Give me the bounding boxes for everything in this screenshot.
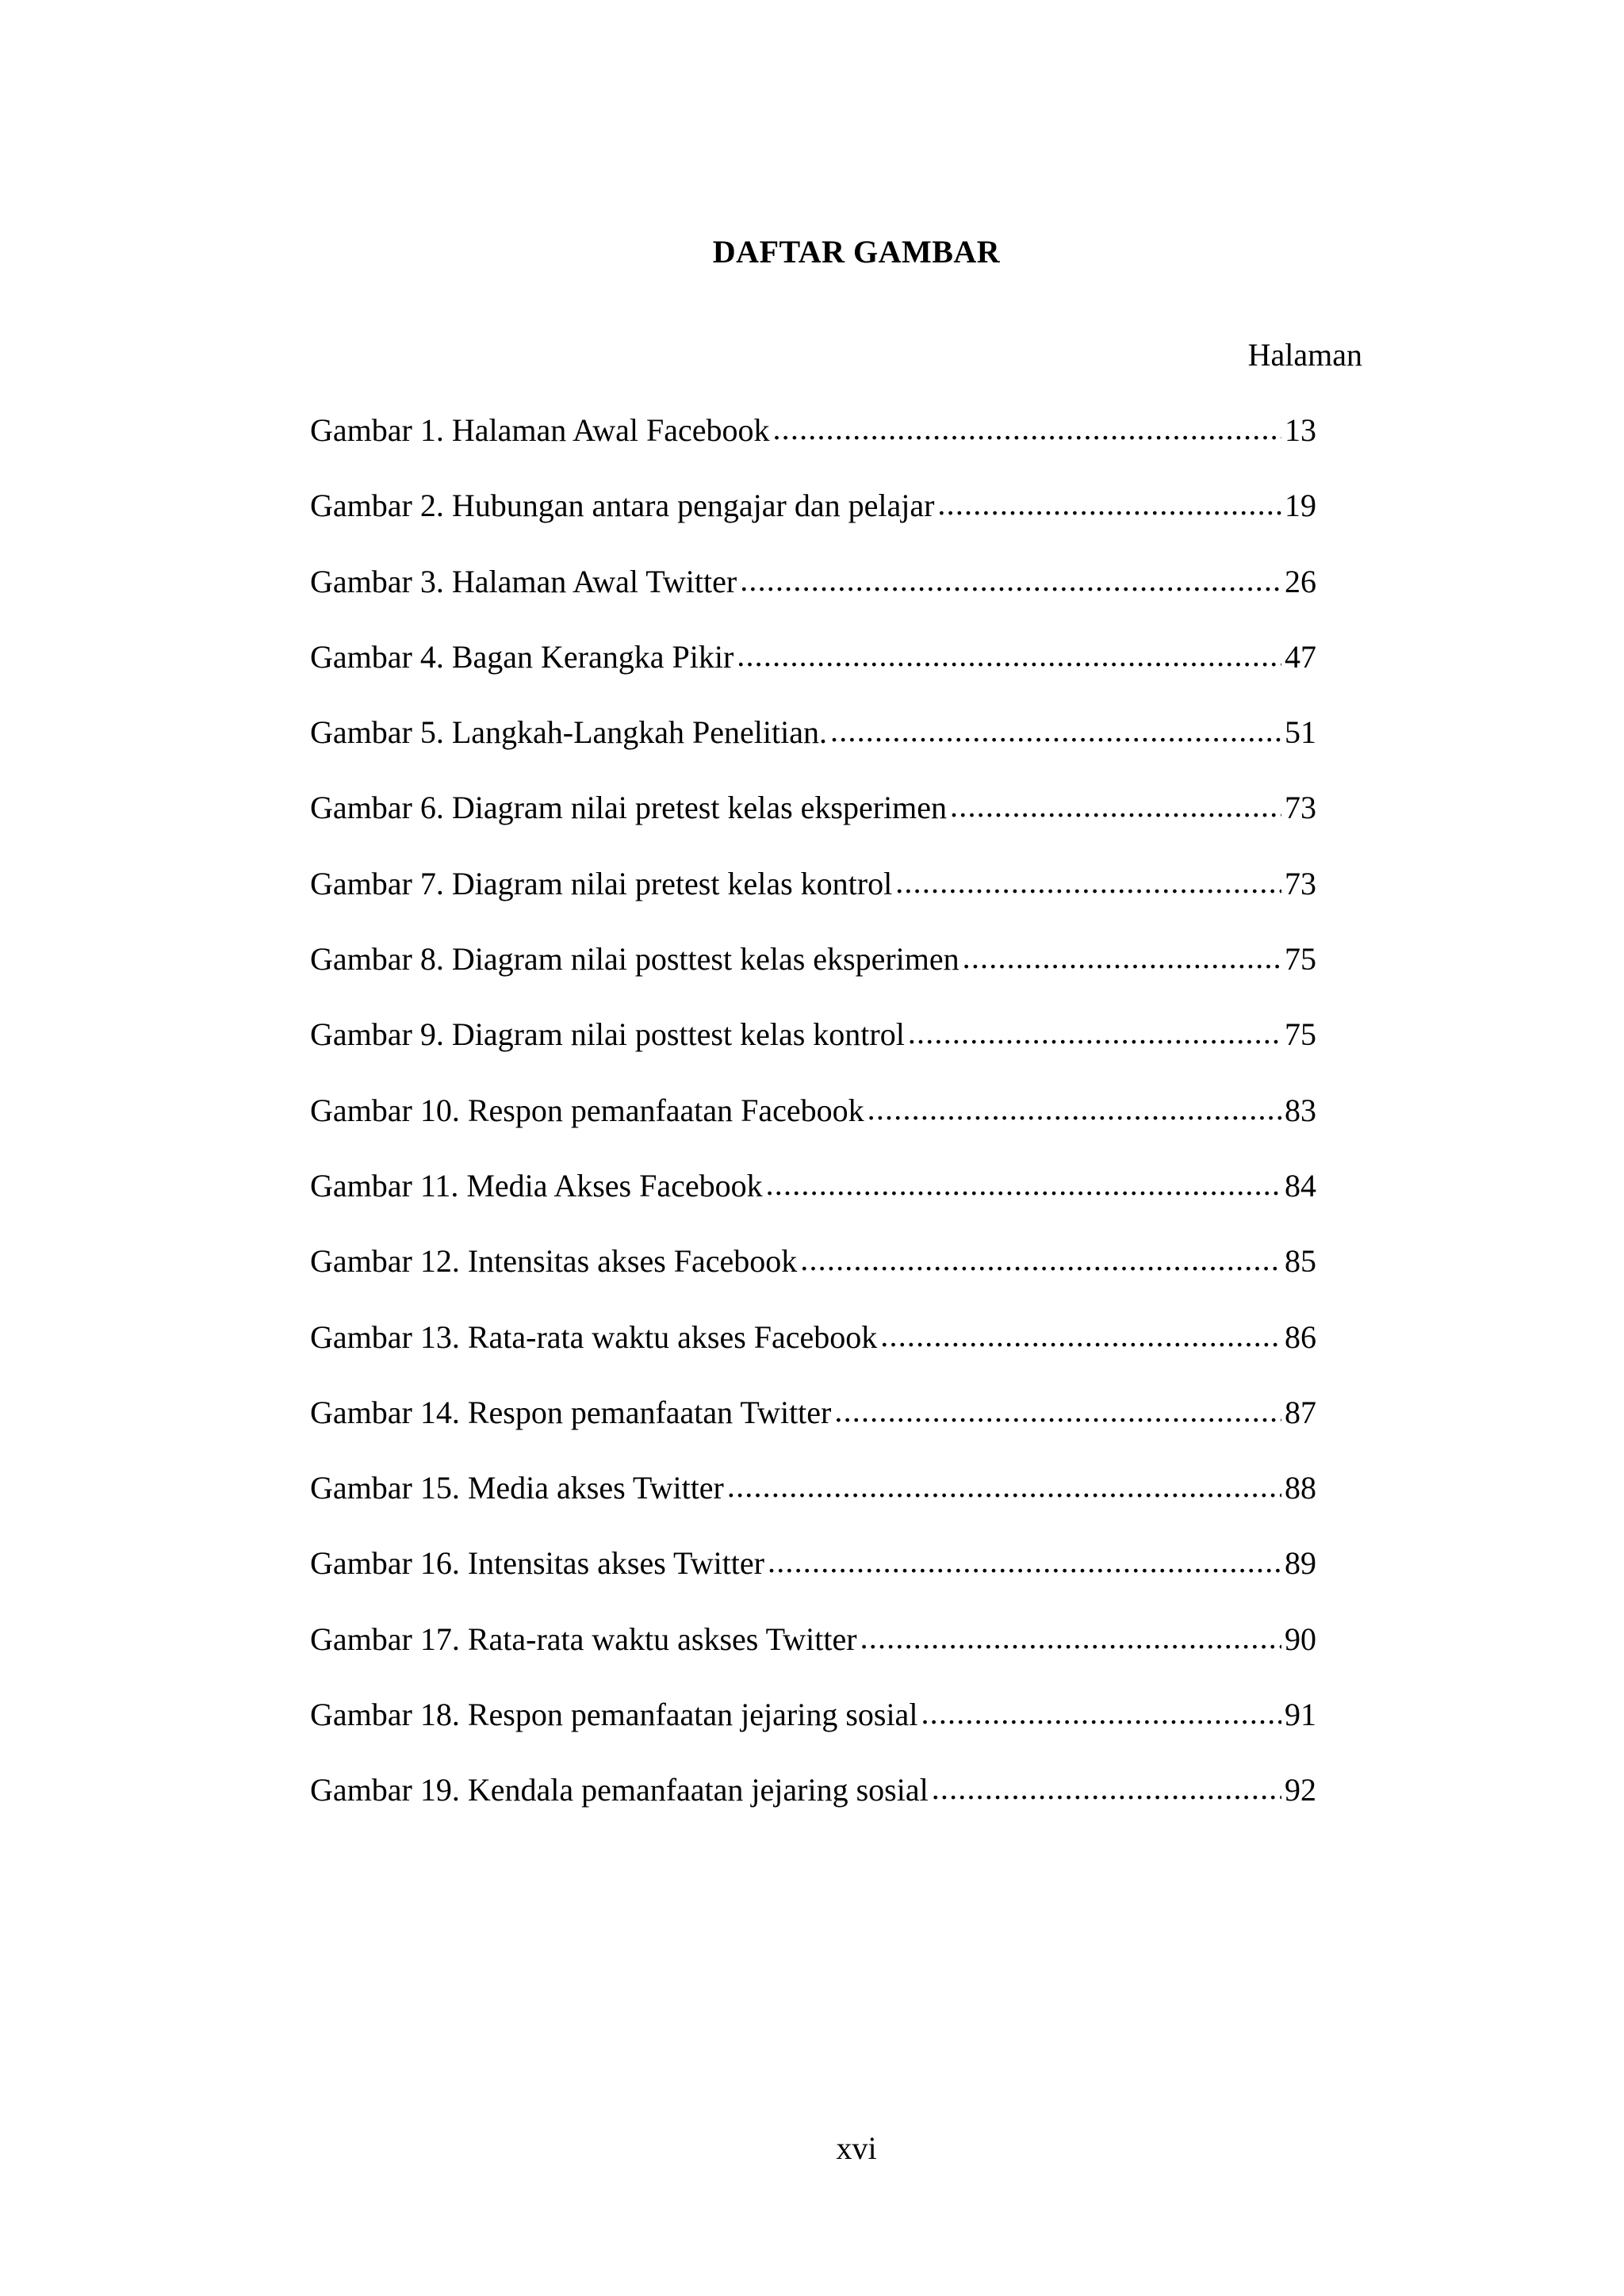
dot-leader	[772, 407, 1281, 451]
figure-list-item	[310, 786, 1316, 861]
dot-leader	[740, 558, 1281, 603]
dot-leader	[937, 482, 1281, 526]
dot-leader	[880, 1314, 1281, 1358]
figure-list-item	[310, 1768, 1316, 1843]
figure-page-number: 87	[1285, 1394, 1316, 1430]
figure-page-number: 86	[1285, 1318, 1316, 1355]
figure-page-number: 47	[1285, 638, 1316, 675]
figure-title: Gambar 10. Respon pemanfaatan Facebook	[310, 1092, 864, 1128]
dot-leader	[963, 936, 1281, 980]
figure-title: Gambar 8. Diagram nilai posttest kelas eksperimen	[310, 941, 959, 978]
figure-page-number: 88	[1285, 1470, 1316, 1506]
figure-title: Gambar 11. Media Akses Facebook	[310, 1167, 763, 1203]
figure-list-item	[310, 862, 1316, 937]
figure-list-item	[310, 484, 1316, 559]
figure-page-number: 84	[1285, 1167, 1316, 1203]
figure-list-item	[310, 1541, 1316, 1617]
page-number: xvi	[836, 2130, 877, 2166]
figure-title: Gambar 12. Intensitas akses Facebook	[310, 1243, 798, 1280]
figure-list-item	[310, 1239, 1316, 1314]
figure-list-item	[310, 635, 1316, 710]
figure-list-item	[310, 1164, 1316, 1239]
figure-title: Gambar 7. Diagram nilai pretest kelas kontrol	[310, 865, 893, 901]
figure-page-number: 91	[1285, 1697, 1316, 1733]
dot-leader	[834, 1389, 1281, 1433]
figure-title: Gambar 13. Rata-rata waktu akses Facebook	[310, 1318, 878, 1355]
dot-leader	[727, 1464, 1281, 1509]
figure-page-number: 73	[1285, 790, 1316, 826]
figure-title: Gambar 4. Bagan Kerangka Pikir	[310, 638, 734, 675]
dot-leader	[932, 1766, 1281, 1811]
dot-leader	[895, 860, 1281, 905]
figure-title: Gambar 2. Hubungan antara pengajar dan pelajar	[310, 488, 935, 524]
figure-title: Gambar 19. Kendala pemanfaatan jejaring sosial	[310, 1772, 929, 1808]
figure-list-item	[310, 1617, 1316, 1693]
figure-page-number: 73	[1285, 865, 1316, 901]
figure-page-number: 51	[1285, 714, 1316, 751]
figure-page-number: 90	[1285, 1621, 1316, 1657]
figure-list-item	[310, 408, 1316, 484]
dot-leader	[800, 1238, 1281, 1282]
dot-leader	[868, 1087, 1281, 1131]
figure-title: Gambar 9. Diagram nilai posttest kelas kontrol	[310, 1016, 905, 1053]
dot-leader	[768, 1540, 1281, 1584]
figure-page-number: 89	[1285, 1545, 1316, 1582]
figure-list-item	[310, 1466, 1316, 1541]
figure-page-number: 26	[1285, 563, 1316, 599]
figure-title: Gambar 14. Respon pemanfaatan Twitter	[310, 1394, 832, 1430]
figure-page-number: 75	[1285, 941, 1316, 978]
figure-title: Gambar 17. Rata-rata waktu askses Twitter	[310, 1621, 857, 1657]
dot-leader	[766, 1162, 1281, 1207]
page-column-header: Halaman	[1247, 337, 1362, 373]
dot-leader	[860, 1616, 1281, 1660]
dot-leader	[908, 1011, 1281, 1055]
dot-leader	[950, 784, 1281, 828]
figure-page-number: 85	[1285, 1243, 1316, 1280]
figure-title: Gambar 18. Respon pemanfaatan jejaring sosial	[310, 1697, 918, 1733]
figure-list-item	[310, 1391, 1316, 1466]
figure-list-item	[310, 937, 1316, 1012]
dot-leader	[830, 709, 1281, 753]
figure-list-item	[310, 1693, 1316, 1768]
dot-leader	[737, 633, 1281, 678]
figure-list-item	[310, 710, 1316, 786]
figure-title: Gambar 15. Media akses Twitter	[310, 1470, 724, 1506]
figure-list-item	[310, 1012, 1316, 1088]
figure-page-number: 13	[1285, 412, 1316, 448]
figure-list-item	[310, 560, 1316, 635]
figure-title: Gambar 6. Diagram nilai pretest kelas eksperimen	[310, 790, 948, 826]
figure-title: Gambar 1. Halaman Awal Facebook	[310, 412, 770, 448]
dot-leader	[921, 1691, 1281, 1735]
figure-title: Gambar 3. Halaman Awal Twitter	[310, 563, 737, 599]
figure-list-item	[310, 1315, 1316, 1391]
figure-title: Gambar 16. Intensitas akses Twitter	[310, 1545, 764, 1582]
figure-list	[310, 408, 1316, 1844]
figure-title: Gambar 5. Langkah-Langkah Penelitian.	[310, 714, 827, 751]
figure-page-number: 75	[1285, 1016, 1316, 1053]
figure-page-number: 92	[1285, 1772, 1316, 1808]
figure-list-item	[310, 1089, 1316, 1164]
page-title: DAFTAR GAMBAR	[712, 234, 1001, 270]
figure-page-number: 19	[1285, 488, 1316, 524]
figure-page-number: 83	[1285, 1092, 1316, 1128]
